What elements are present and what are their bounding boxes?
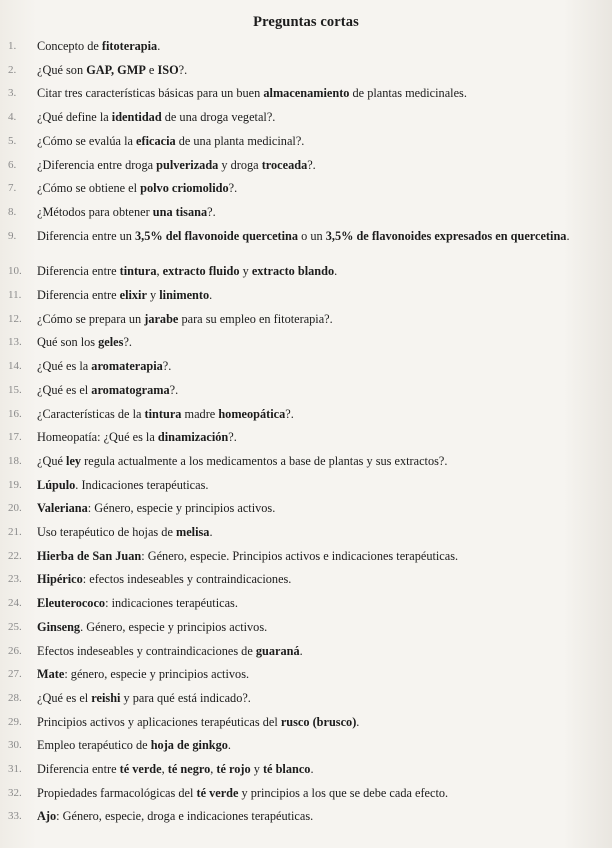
question-text	[37, 181, 597, 196]
question-text-bold: Mate	[37, 667, 65, 682]
question-text-bold: almacenamiento	[263, 86, 350, 101]
question-text	[37, 738, 597, 753]
question-number: 5.	[8, 134, 17, 147]
question-text-part: ?.	[162, 359, 172, 374]
question-number: 3.	[8, 87, 17, 100]
question-text	[37, 288, 597, 303]
question-text-part: Principios activos y aplicaciones terapéuticas del	[37, 714, 281, 729]
question-text	[37, 39, 597, 54]
question-text	[37, 158, 597, 173]
question-text	[37, 644, 597, 659]
question-text-part: : Género, especie y principios activos.	[87, 501, 276, 516]
question-text-bold: ley	[66, 453, 82, 468]
question-text	[37, 383, 597, 398]
question-text-part: .	[566, 228, 570, 243]
question-text-bold: jarabe	[144, 311, 179, 326]
question-text-bold: melisa	[175, 525, 210, 539]
question-text-part: ¿Diferencia entre droga	[37, 157, 157, 172]
question-text	[37, 134, 597, 149]
question-text-part: y para qué está indicado?.	[120, 690, 251, 705]
question-text-bold: pulverizada	[156, 157, 219, 172]
question-text-bold: ISO	[157, 62, 179, 77]
question-text-bold: tintura	[144, 406, 182, 421]
question-text-part: ¿Qué	[37, 453, 67, 468]
question-number: 10.	[8, 265, 22, 278]
question-number: 16.	[8, 407, 22, 420]
question-text-part: Citar tres características básicas para un buen	[37, 86, 264, 101]
question-text-bold: rusco (brusco)	[280, 714, 357, 729]
question-text-bold: eficacia	[136, 133, 176, 148]
question-number: 29.	[8, 715, 22, 728]
question-text-bold: Lúpulo	[37, 477, 76, 492]
question-text-part: ¿Qué es el	[37, 690, 92, 705]
question-text-bold: linimento	[159, 288, 210, 302]
question-number: 7.	[8, 182, 17, 195]
question-number: 26.	[8, 644, 22, 657]
question-text-bold: Valeriana	[37, 501, 88, 516]
question-text-bold: geles	[98, 335, 124, 350]
question-text-bold: elixir	[119, 288, 147, 302]
question-text-bold: homeopática	[218, 406, 286, 421]
question-text-bold: fitoterapia	[101, 39, 158, 53]
question-text-part: .	[227, 738, 231, 753]
question-text-bold: 3,5% del flavonoide quercetina	[134, 228, 299, 243]
question-text-bold: tintura	[119, 264, 157, 279]
question-text-bold: troceada	[261, 157, 308, 172]
page-title: Preguntas cortas	[253, 14, 359, 30]
question-text	[37, 715, 597, 730]
question-text-part: ?.	[285, 406, 294, 421]
question-text-bold: té negro	[167, 762, 211, 776]
question-number: 18.	[8, 454, 22, 467]
question-text-part: . Indicaciones terapéuticas.	[75, 477, 209, 492]
question-text-part: : Género, especie, droga e indicaciones terapéuticas.	[56, 809, 314, 824]
question-text	[37, 454, 597, 469]
question-text-part: y	[250, 762, 263, 776]
question-text-part: : indicaciones terapéuticas.	[105, 596, 238, 611]
question-text-bold: aromaterapia	[91, 359, 163, 374]
question-text-part: Homeopatía: ¿Qué es la	[37, 430, 158, 445]
question-text-part: .	[157, 39, 161, 53]
question-text-part: ¿Qué define la	[37, 110, 112, 125]
question-text-part: Uso terapéutico de hojas de	[37, 525, 176, 539]
question-text-part: ¿Cómo se evalúa la	[37, 133, 137, 148]
question-text-bold: extracto fluido	[162, 264, 240, 279]
question-text	[37, 809, 597, 824]
question-text	[37, 501, 597, 516]
question-text-part: ¿Características de la	[37, 406, 145, 421]
question-number: 24.	[8, 597, 22, 610]
question-text-part: .	[209, 525, 213, 539]
question-text-part: .	[310, 762, 314, 776]
question-text-bold: hoja de ginkgo	[150, 738, 228, 753]
question-text	[37, 86, 597, 101]
question-number: 27.	[8, 668, 22, 681]
question-text-part: ?.	[178, 62, 188, 77]
question-text-part: y	[146, 288, 160, 302]
question-number: 8.	[8, 205, 17, 218]
question-text-part: Diferencia entre	[37, 288, 120, 302]
question-text-part: ,	[156, 264, 163, 279]
question-text-part: .	[299, 643, 303, 658]
question-number: 1.	[8, 40, 17, 52]
question-text-part: ¿Cómo se prepara un	[37, 311, 145, 326]
question-text-bold: polvo criomolido	[140, 181, 229, 196]
question-number: 33.	[8, 810, 22, 823]
question-text	[37, 478, 597, 493]
question-text-part: madre	[181, 406, 219, 421]
question-number: 21.	[8, 526, 22, 538]
question-text	[37, 335, 597, 350]
question-text-part: ?.	[207, 204, 216, 219]
question-text-bold: té verde	[196, 785, 239, 800]
question-text	[37, 205, 597, 220]
question-number: 12.	[8, 312, 22, 325]
question-number: 4.	[8, 111, 17, 124]
question-text-bold: Ginseng	[37, 619, 81, 634]
question-text-part: Qué son los	[37, 335, 99, 350]
question-text-bold: Ajo	[37, 809, 57, 824]
question-text	[37, 525, 597, 540]
question-number: 6.	[8, 158, 17, 171]
question-text-bold: dinamización	[157, 430, 229, 445]
question-text-bold: 3,5% de flavonoides expresados en quercetina	[325, 228, 567, 243]
question-text-bold: aromatograma	[91, 382, 170, 397]
question-text-part: Empleo terapéutico de	[37, 738, 151, 753]
question-text-part: ¿Métodos para obtener	[37, 204, 153, 219]
question-text-part: Diferencia entre	[37, 264, 120, 279]
question-text	[37, 762, 597, 777]
question-text-bold: té rojo	[216, 762, 251, 776]
question-text	[37, 359, 597, 374]
question-text	[37, 229, 597, 244]
question-text-bold: Eleuterococo	[37, 596, 106, 611]
question-text	[37, 691, 597, 706]
question-text-bold: Hipérico	[37, 572, 83, 587]
question-text-bold: extracto blando	[251, 264, 335, 279]
question-text-part: : efectos indeseables y contraindicaciones.	[82, 572, 292, 587]
question-text-bold: identidad	[111, 110, 162, 125]
question-text-part: ,	[210, 762, 217, 776]
question-text-bold: Hierba de San Juan	[37, 548, 142, 563]
question-text	[37, 312, 597, 327]
question-text-part: . Género, especie y principios activos.	[80, 619, 268, 634]
question-number: 13.	[8, 336, 22, 349]
question-text	[37, 407, 597, 422]
question-number: 25.	[8, 620, 22, 633]
question-text	[37, 620, 597, 635]
question-text-part: ,	[161, 762, 168, 776]
question-text-part: ?.	[228, 181, 238, 196]
question-text-bold: GAP, GMP	[86, 62, 146, 77]
question-text-part: ¿Qué es el	[37, 382, 92, 397]
question-text-part: .	[356, 714, 360, 729]
question-text-part: de una droga vegetal?.	[161, 110, 276, 125]
question-text-bold: guaraná	[255, 643, 300, 658]
question-number: 32.	[8, 786, 22, 799]
question-text	[37, 63, 597, 78]
question-text-part: ¿Qué son	[37, 62, 87, 77]
question-text	[37, 786, 597, 801]
question-text-part: ?.	[228, 430, 237, 445]
question-text-part: para su empleo en fitoterapia?.	[178, 311, 333, 326]
question-number: 22.	[8, 549, 22, 562]
question-number: 14.	[8, 360, 22, 373]
question-text	[37, 572, 597, 587]
question-number: 19.	[8, 478, 22, 491]
question-number: 23.	[8, 573, 22, 586]
question-text-part: o un	[298, 228, 326, 243]
question-number: 9.	[8, 229, 17, 242]
question-text-part: : género, especie y principios activos.	[64, 667, 250, 682]
question-number: 2.	[8, 63, 17, 76]
question-text-part: Diferencia entre	[37, 762, 120, 776]
question-text-part: Diferencia entre un	[37, 228, 135, 243]
question-text-bold: una tisana	[152, 204, 208, 219]
question-text-part: .	[209, 288, 213, 302]
question-number: 31.	[8, 763, 22, 775]
question-text	[37, 549, 597, 564]
question-number: 28.	[8, 691, 22, 704]
question-text-part: e	[145, 62, 158, 77]
question-text-part: ?.	[169, 382, 179, 397]
question-text-part: : Género, especie. Principios activos e indicaciones terapéuticas.	[141, 548, 459, 563]
question-text-bold: té verde	[119, 762, 162, 776]
question-text-part: y droga	[218, 157, 262, 172]
question-number: 11.	[8, 289, 22, 301]
question-number: 17.	[8, 431, 22, 444]
question-text-part: ¿Qué es la	[37, 359, 92, 374]
question-text-part: de una planta medicinal?.	[175, 133, 305, 148]
question-text-part: ?.	[123, 335, 132, 350]
question-text-part: ?.	[307, 157, 316, 172]
question-text-part: y	[239, 264, 252, 279]
question-number: 15.	[8, 383, 22, 396]
question-text	[37, 596, 597, 611]
question-text-part: Concepto de	[37, 39, 102, 53]
question-text-part: ¿Cómo se obtiene el	[37, 181, 141, 196]
question-text-part: .	[334, 264, 338, 279]
question-text-part: y principios a los que se debe cada efecto.	[238, 785, 449, 800]
question-number: 20.	[8, 502, 22, 515]
question-text-part: Efectos indeseables y contraindicaciones de	[37, 643, 256, 658]
question-text-bold: té blanco	[262, 762, 311, 776]
question-text	[37, 667, 597, 682]
question-text	[37, 430, 597, 445]
question-text	[37, 110, 597, 125]
question-text	[37, 264, 597, 279]
question-text-part: regula actualmente a los medicamentos a base de plantas y sus extractos?.	[81, 453, 448, 468]
question-text-bold: reishi	[91, 690, 121, 705]
question-number: 30.	[8, 739, 22, 752]
question-text-part: Propiedades farmacológicas del	[37, 785, 197, 800]
question-text-part: de plantas medicinales.	[349, 86, 467, 101]
